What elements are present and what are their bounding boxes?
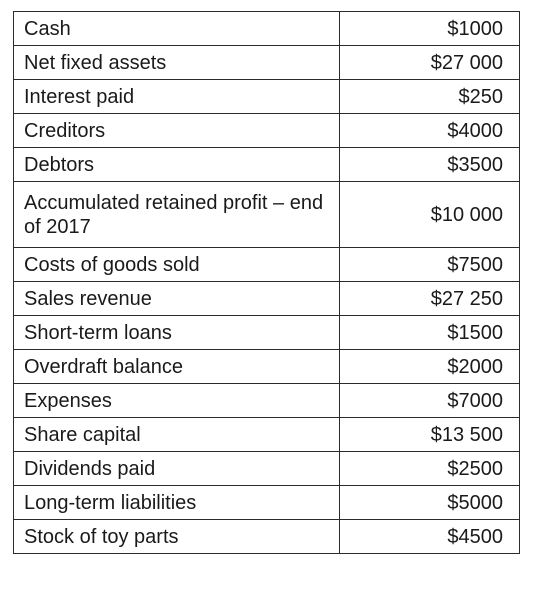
item-label: Accumulated retained profit – end of 2017 bbox=[14, 182, 340, 248]
item-label: Expenses bbox=[14, 384, 340, 418]
item-value: $5000 bbox=[340, 486, 520, 520]
item-label: Net fixed assets bbox=[14, 46, 340, 80]
item-value: $7000 bbox=[340, 384, 520, 418]
table-row bbox=[14, 182, 520, 248]
item-value: $2000 bbox=[340, 350, 520, 384]
item-label: Cash bbox=[14, 12, 340, 46]
table-row bbox=[14, 282, 520, 316]
table-row bbox=[14, 486, 520, 520]
item-value: $3500 bbox=[340, 148, 520, 182]
item-value: $4500 bbox=[340, 520, 520, 554]
financial-data-table bbox=[13, 11, 520, 554]
table-row bbox=[14, 316, 520, 350]
item-value: $7500 bbox=[340, 248, 520, 282]
item-value: $2500 bbox=[340, 452, 520, 486]
item-value: $1000 bbox=[340, 12, 520, 46]
item-label: Share capital bbox=[14, 418, 340, 452]
item-label: Overdraft balance bbox=[14, 350, 340, 384]
item-value: $13 500 bbox=[340, 418, 520, 452]
table-row bbox=[14, 80, 520, 114]
item-value: $4000 bbox=[340, 114, 520, 148]
item-label: Short-term loans bbox=[14, 316, 340, 350]
table-row bbox=[14, 248, 520, 282]
item-label: Sales revenue bbox=[14, 282, 340, 316]
item-value: $27 000 bbox=[340, 46, 520, 80]
item-label: Debtors bbox=[14, 148, 340, 182]
item-label: Stock of toy parts bbox=[14, 520, 340, 554]
item-value: $10 000 bbox=[340, 182, 520, 248]
table-row bbox=[14, 350, 520, 384]
item-label: Costs of goods sold bbox=[14, 248, 340, 282]
table-row bbox=[14, 520, 520, 554]
item-label: Long-term liabilities bbox=[14, 486, 340, 520]
table-row bbox=[14, 46, 520, 80]
table-row bbox=[14, 384, 520, 418]
item-value: $1500 bbox=[340, 316, 520, 350]
item-value: $250 bbox=[340, 80, 520, 114]
financial-data-table-container bbox=[13, 11, 520, 554]
table-row bbox=[14, 452, 520, 486]
item-label: Interest paid bbox=[14, 80, 340, 114]
table-row bbox=[14, 148, 520, 182]
item-label: Dividends paid bbox=[14, 452, 340, 486]
item-value: $27 250 bbox=[340, 282, 520, 316]
table-row bbox=[14, 114, 520, 148]
table-row bbox=[14, 418, 520, 452]
item-label: Creditors bbox=[14, 114, 340, 148]
table-row bbox=[14, 12, 520, 46]
